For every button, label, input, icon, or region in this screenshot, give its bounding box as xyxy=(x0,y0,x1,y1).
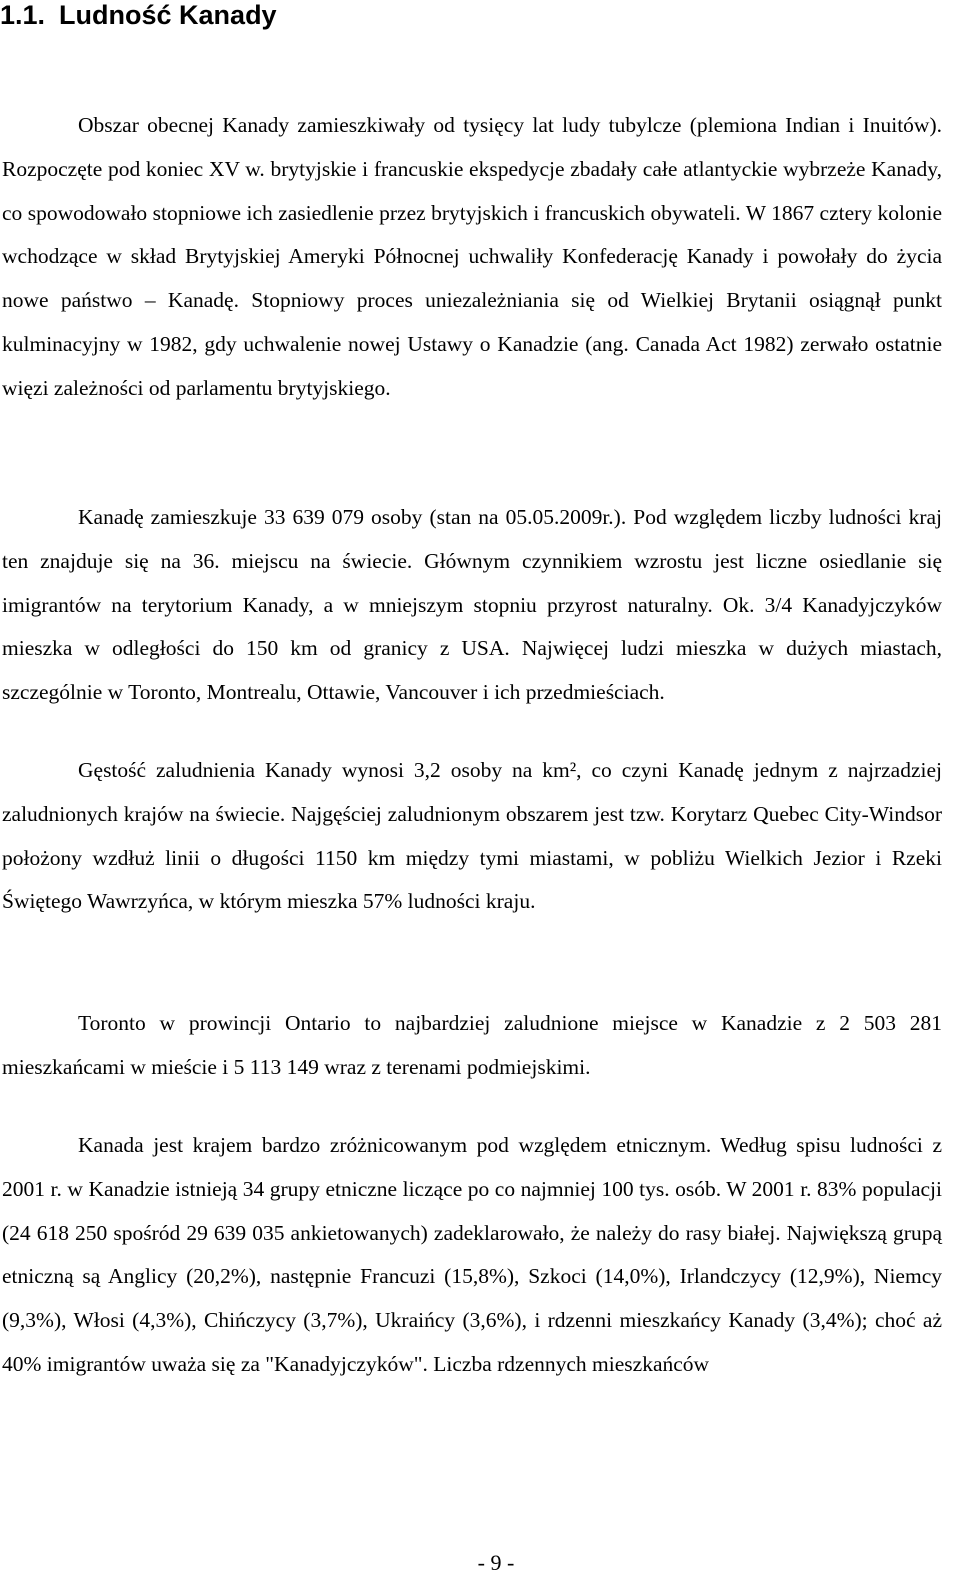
paragraph-population: Kanadę zamieszkuje 33 639 079 osoby (stan na 05.05.2009r.). Pod względem liczby ludności kraj ten znajduje się na 36. miejscu na świecie. Głównym czynnikiem wzrostu jest liczne osiedlanie się imigrantów na terytorium Kanady, a w mniejszym stopniu przyrost naturalny. Ok. 3/4 Kanadyjczyków mieszka w odległości do 150 km od granicy z USA. Najwięcej ludzi mieszka w dużych miastach, szczególnie w Toronto, Montrealu, Ottawie, Vancouver i ich przedmieściach. xyxy=(2,505,942,705)
paragraph-history: Obszar obecnej Kanady zamieszkiwały od tysięcy lat ludy tubylcze (plemiona Indian i Inuitów). Rozpoczęte pod koniec XV w. brytyjskie i francuskie ekspedycje zbadały całe atlantyckie wybrzeże Kanady, co spowodowało stopniowe ich zasiedlenie przez brytyjskich i francuskich obywateli. W 1867 cztery kolonie wchodzące w skład Brytyjskiej Ameryki Północnej uchwaliły Konfederację Kanady i powołały do życia nowe państwo – Kanadę. Stopniowy proces uniezależniania się od Wielkiej Brytanii osiągnął punkt kulminacyjny w 1982, gdy uchwalenie nowej Ustawy o Kanadzie (ang. Canada Act 1982) zerwało ostatnie więzi zależności od parlamentu brytyjskiego. xyxy=(2,113,942,400)
paragraph-toronto: Toronto w prowincji Ontario to najbardziej zaludnione miejsce w Kanadzie z 2 503 281 mieszkańcami w mieście i 5 113 149 wraz z terenami podmiejskimi. xyxy=(2,1011,942,1079)
paragraph-density: Gęstość zaludnienia Kanady wynosi 3,2 osoby na km², co czyni Kanadę jednym z najrzadziej zaludnionych krajów na świecie. Najgęściej zaludnionym obszarem jest tzw. Korytarz Quebec City-Windsor położony wzdłuż linii o długości 1150 km między tymi miastami, w pobliżu Wielkich Jezior i Rzeki Świętego Wawrzyńca, w którym mieszka 57% ludności kraju. xyxy=(2,758,942,914)
page-number: - 9 - xyxy=(477,1550,515,1575)
paragraph-ethnicity: Kanada jest krajem bardzo zróżnicowanym pod względem etnicznym. Według spisu ludności z 2001 r. w Kanadzie istnieją 34 grupy etniczne liczące po co najmniej 100 tys. osób. W 2001 r. 83% populacji (24 618 250 spośród 29 639 035 ankietowanych) zadeklarowało, że należy do rasy białej. Największą grupą etniczną są Anglicy (20,2%), następnie Francuzi (15,8%), Szkoci (14,0%), Irlandczycy (12,9%), Niemcy (9,3%), Włosi (4,3%), Chińczycy (3,7%), Ukraińcy (3,6%), i rdzenni mieszkańcy Kanady (3,4%); choć aż 40% imigrantów uważa się za "Kanadyjczyków". Liczba rdzennych mieszkańców xyxy=(2,1133,942,1376)
section-title: Ludność Kanady xyxy=(59,0,277,30)
page-footer xyxy=(0,1549,960,1577)
section-heading xyxy=(0,0,277,30)
section-number: 1.1. xyxy=(0,0,46,30)
